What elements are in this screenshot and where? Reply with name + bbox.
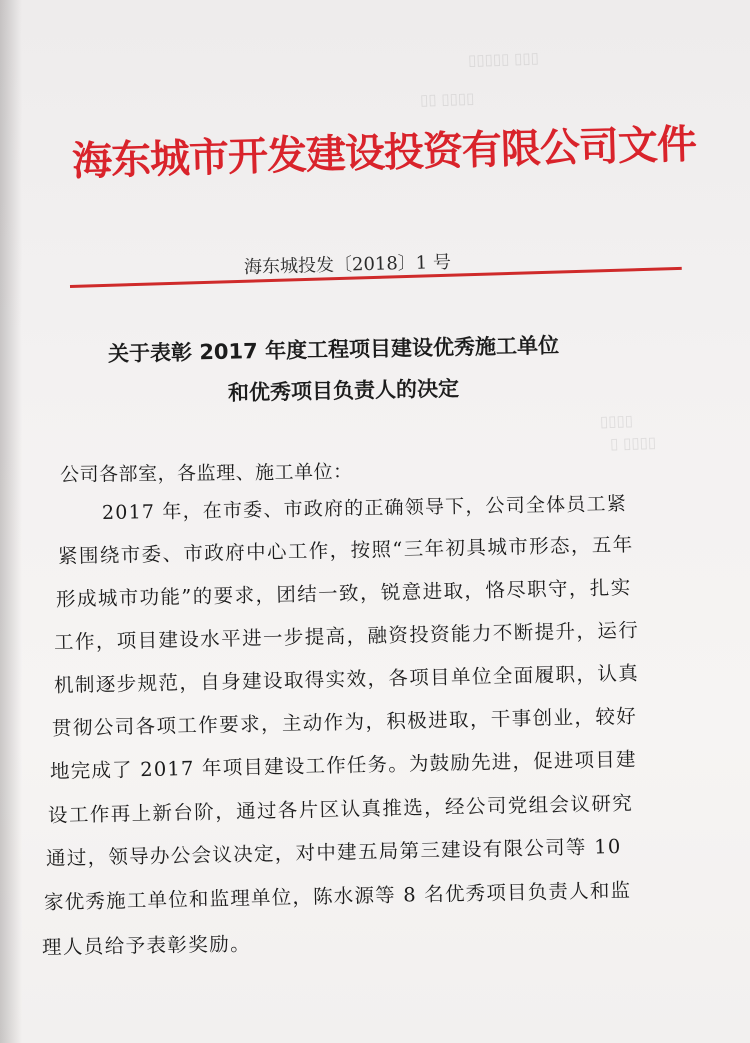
document-title-line-1: 关于表彰 2017 年度工程项目建设优秀施工单位 xyxy=(107,333,560,366)
body-line: 家优秀施工单位和监理单位，陈水源等 8 名优秀项目负责人和监 xyxy=(43,878,632,914)
issuer-header: 海东城市开发建设投资有限公司文件 xyxy=(71,121,697,185)
body-line: 紧围绕市委、市政府中心工作，按照“三年初具城市形态，五年 xyxy=(57,532,634,568)
body-line: 设工作再上新台阶，通过各片区认真推选，经公司党组会议研究 xyxy=(47,791,634,827)
bleed-through-texture: ▯ ▯▯▯▯ xyxy=(609,433,657,453)
body-line: 机制逐步规范，自身建设取得实效，各项目单位全面履职，认真 xyxy=(53,661,640,697)
body-line: 通过，领导办公会议决定，对中建五局第三建设有限公司等 10 xyxy=(45,834,622,870)
bleed-through-texture: ▯▯▯▯▯ ▯▯▯ xyxy=(467,48,540,70)
document-title-line-2: 和优秀项目负责人的决定 xyxy=(227,376,460,405)
body-line: 形成城市功能”的要求，团结一致，锐意进取，恪尽职守，扎实 xyxy=(55,575,632,611)
body-line: 理人员给予表彰奖励。 xyxy=(41,932,252,959)
bleed-through-texture: ▯▯▯▯ xyxy=(599,411,634,431)
bleed-through-texture: ▯▯ ▯▯▯▯ xyxy=(419,89,475,109)
page-edge-shadow xyxy=(0,0,22,1043)
document-number: 海东城投发〔2018〕1 号 xyxy=(243,251,452,278)
body-line: 工作，项目建设水平进一步提高，融资投资能力不断提升，运行 xyxy=(53,618,640,654)
body-line: 2017 年，在市委、市政府的正确领导下，公司全体员工紧 xyxy=(101,492,628,524)
body-line: 地完成了 2017 年项目建设工作任务。为鼓励先进，促进项目建 xyxy=(49,747,637,783)
salutation: 公司各部室，各监理、施工单位： xyxy=(59,460,353,486)
body-line: 贯彻公司各项工作要求，主动作为，积极进取，干事创业，较好 xyxy=(51,704,638,740)
